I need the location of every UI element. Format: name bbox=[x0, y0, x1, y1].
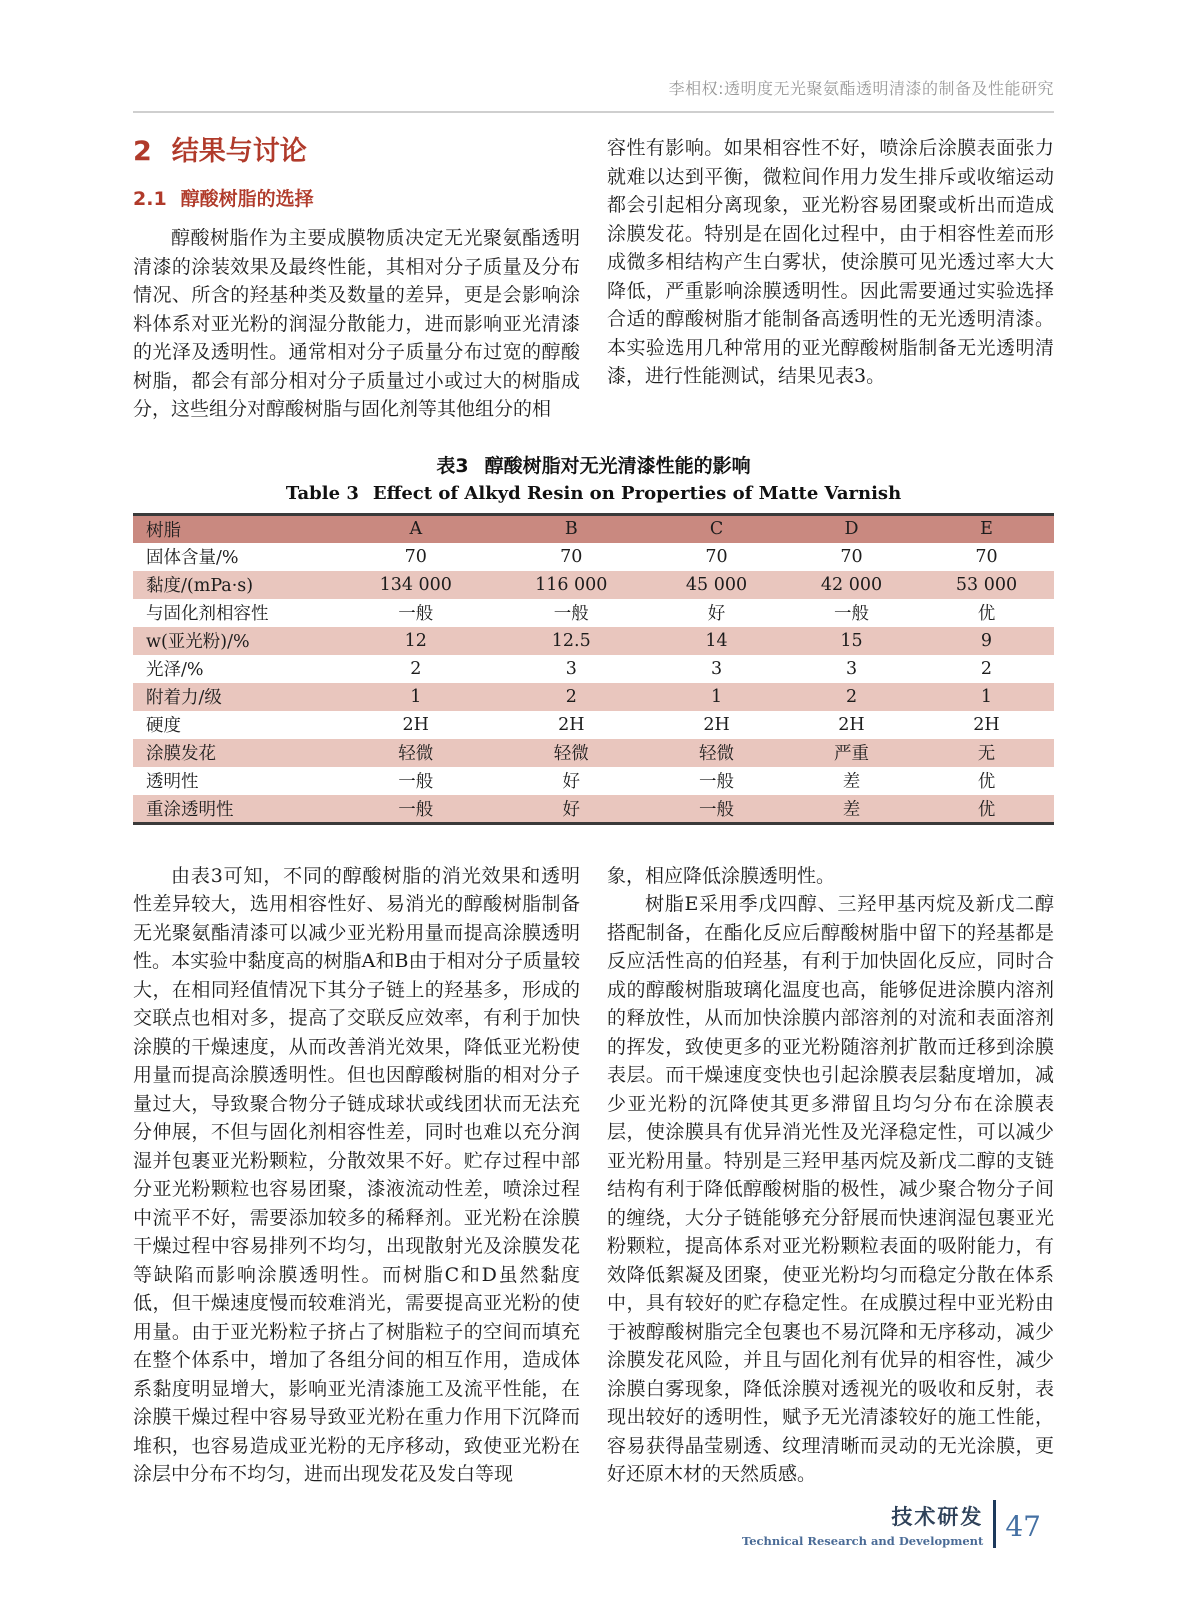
row-label: 硬度 bbox=[146, 716, 181, 736]
table-cell: 2 bbox=[845, 686, 858, 707]
table-cell: 轻微 bbox=[553, 744, 589, 764]
body-left-column bbox=[133, 862, 580, 1489]
table-cell: 2 bbox=[565, 686, 577, 707]
page-number: 47 bbox=[1005, 1509, 1041, 1543]
table-cell: 2 bbox=[410, 658, 422, 679]
page-content bbox=[133, 0, 1054, 1489]
subsection-heading bbox=[133, 184, 580, 211]
table-cell: 134 000 bbox=[379, 574, 452, 595]
row-label: 透明性 bbox=[146, 772, 199, 792]
intro-columns bbox=[133, 113, 1054, 424]
body-paragraph-left: 由表3可知，不同的醇酸树脂的消光效果和透明性差异较大，选用相容性好、易消光的醇酸树脂制备无光聚氨酯清漆可以减少亚光粉用量而提高涂膜透明性。本实验中黏度高的树脂A和B由于相对分子质量较大，在相同羟值情况下其分子链上的羟基多，形成的交联点也相对多，提高了交联反应效率，有利于加快涂膜的干燥速度，从而改善消光效果，降低亚光粉使用量而提高涂膜透明性。但也因醇酸树脂的相对分子量过大，导致聚合物分子链成球状或线团状而无法充分伸展，不但与固化剂相容性差，同时也难以充分润湿并包裹亚光粉颗粒，分散效果不好。贮存过程中部分亚光粉颗粒也容易团聚，漆液流动性差，喷涂过程中流平不好，需要添加较多的稀释剂。亚光粉在涂膜干燥过程中容易排列不均匀，出现散射光及涂膜发花等缺陷而影响涂膜透明性。而树脂C和D虽然黏度低，但干燥速度慢而较难消光，需要提高亚光粉的使用量。由于亚光粉粒子挤占了树脂粒子的空间而填充在整个体系中，增加了各组分间的相互作用，造成体系黏度明显增大，影响亚光清漆施工及流平性能，在涂膜干燥过程中容易导致亚光粉在重力作用下沉降而堆积，也容易造成亚光粉的无序移动，致使亚光粉在涂层中分布不均匀，进而出现发花及发白等现 bbox=[133, 864, 580, 1485]
table-header-cell: D bbox=[844, 519, 859, 539]
table-cell: 一般 bbox=[699, 799, 735, 820]
intro-right-column bbox=[607, 113, 1054, 424]
table-cell: 70 bbox=[404, 546, 427, 567]
body-right-column bbox=[607, 862, 1054, 1489]
row-label: 与固化剂相容性 bbox=[146, 604, 269, 624]
table-cell: 1 bbox=[710, 686, 723, 707]
row-label: 涂膜发花 bbox=[146, 744, 216, 764]
table-cell: 一般 bbox=[398, 799, 434, 820]
table-cell: 45 000 bbox=[685, 574, 748, 595]
table-cell: 2H bbox=[838, 714, 865, 735]
table-cell: 差 bbox=[842, 772, 861, 792]
table-title-en bbox=[133, 483, 1054, 504]
table-cell: 2 bbox=[980, 658, 993, 679]
table-header-cell: B bbox=[564, 519, 578, 539]
properties-table bbox=[133, 513, 1054, 825]
intro-left-column bbox=[133, 113, 580, 424]
footer-section-zh: 技术研发 bbox=[891, 1504, 984, 1529]
table-cell: 2H bbox=[402, 714, 429, 735]
table-cell: 轻微 bbox=[398, 744, 434, 764]
table-cell: 一般 bbox=[398, 772, 434, 792]
table-cell: 70 bbox=[975, 546, 998, 567]
table-title-zh bbox=[133, 451, 1054, 478]
body-paragraph-right-continuation: 象，相应降低涂膜透明性。 bbox=[607, 864, 836, 887]
table-row bbox=[133, 767, 1054, 795]
table-cell: 116 000 bbox=[535, 574, 608, 595]
row-label: 附着力/级 bbox=[146, 688, 222, 708]
table-cell: 14 bbox=[705, 630, 728, 651]
table-cell: 好 bbox=[562, 799, 581, 820]
table-number-zh: 表3 bbox=[436, 454, 469, 477]
table-row bbox=[133, 683, 1054, 711]
table-cell: 1 bbox=[410, 686, 422, 707]
table-cell: 3 bbox=[565, 658, 577, 679]
row-label: 重涂透明性 bbox=[146, 799, 234, 820]
table-cell: 一般 bbox=[398, 604, 434, 624]
table-caption-en: Effect of Alkyd Resin on Properties of Matte Varnish bbox=[372, 482, 902, 504]
row-label: 黏度/(mPa·s) bbox=[146, 576, 254, 596]
table-row bbox=[133, 739, 1054, 767]
table-row bbox=[133, 571, 1054, 599]
table-cell: 12 bbox=[404, 630, 427, 651]
table-cell: 2H bbox=[558, 714, 585, 735]
table-cell: 2H bbox=[973, 714, 1000, 735]
table-cell: 差 bbox=[842, 799, 861, 820]
footer-labels bbox=[742, 1501, 983, 1548]
footer-divider-bar bbox=[993, 1500, 996, 1548]
table-row bbox=[133, 655, 1054, 683]
body-columns bbox=[133, 862, 1054, 1489]
table-cell: 一般 bbox=[553, 604, 589, 624]
table-cell: 优 bbox=[977, 604, 996, 624]
table-cell: 1 bbox=[980, 686, 993, 707]
table-cell: 严重 bbox=[834, 744, 869, 764]
table-cell: 无 bbox=[977, 744, 996, 764]
table-row bbox=[133, 627, 1054, 655]
table-cell: 9 bbox=[980, 630, 993, 651]
row-label: 固体含量/% bbox=[146, 548, 239, 568]
row-label: w(亚光粉)/% bbox=[146, 632, 250, 652]
table-cell: 优 bbox=[977, 799, 996, 820]
table-cell: 12.5 bbox=[551, 630, 591, 651]
table-cell: 3 bbox=[845, 658, 858, 679]
table-cell: 一般 bbox=[834, 604, 869, 624]
table-row bbox=[133, 543, 1054, 571]
table-row bbox=[133, 795, 1054, 824]
table-header-cell: 树脂 bbox=[146, 520, 181, 541]
section-number: 2 bbox=[133, 136, 152, 167]
table-cell: 3 bbox=[710, 658, 723, 679]
table-row bbox=[133, 711, 1054, 739]
table-cell: 53 000 bbox=[955, 574, 1018, 595]
table-caption-zh: 醇酸树脂对无光清漆性能的影响 bbox=[484, 454, 751, 477]
running-head-title: 李相权:透明度无光聚氨酯透明清漆的制备及性能研究 bbox=[668, 79, 1054, 98]
subsection-number: 2.1 bbox=[133, 188, 167, 210]
running-head bbox=[133, 0, 1054, 113]
table-header-row bbox=[133, 514, 1054, 543]
table-cell: 2H bbox=[703, 714, 730, 735]
section-heading bbox=[133, 129, 580, 168]
table-cell: 70 bbox=[840, 546, 863, 567]
table-cell: 一般 bbox=[699, 772, 735, 792]
intro-paragraph-left: 醇酸树脂作为主要成膜物质决定无光聚氨酯透明清漆的涂装效果及最终性能，其相对分子质量及分布情况、所含的羟基种类及数量的差异，更是会影响涂料体系对亚光粉的润湿分散能力，进而影响亚光清漆的光泽及透明性。通常相对分子质量分布过宽的醇酸树脂，都会有部分相对分子质量过小或过大的树脂成分，这些组分对醇酸树脂与固化剂等其他组分的相 bbox=[133, 227, 580, 420]
footer-section-en: Technical Research and Development bbox=[741, 1533, 984, 1548]
section-title: 结果与讨论 bbox=[171, 136, 307, 167]
table-block bbox=[133, 451, 1054, 825]
table-number-en: Table 3 bbox=[285, 482, 359, 504]
table-cell: 好 bbox=[707, 604, 726, 624]
subsection-title: 醇酸树脂的选择 bbox=[180, 188, 314, 210]
table-cell: 优 bbox=[977, 772, 996, 792]
table-cell: 好 bbox=[562, 772, 581, 792]
table-cell: 70 bbox=[705, 546, 728, 567]
table-header-cell: E bbox=[980, 519, 993, 539]
body-paragraph-right: 树脂E采用季戊四醇、三羟甲基丙烷及新戊二醇搭配制备，在酯化反应后醇酸树脂中留下的羟基都是反应活性高的伯羟基，有利于加快固化反应，同时合成的醇酸树脂玻璃化温度也高，能够促进涂膜内溶剂的释放性，从而加快涂膜内部溶剂的对流和表面溶剂的挥发，致使更多的亚光粉随溶剂扩散而迁移到涂膜表层。而干燥速度变快也引起涂膜表层黏度增加，减少亚光粉的沉降使其更多滞留且均匀分布在涂膜表层，使涂膜具有优异消光性及光泽稳定性，可以减少亚光粉用量。特别是三羟甲基丙烷及新戊二醇的支链结构有利于降低醇酸树脂的极性，减少聚合物分子间的缠绕，大分子链能够充分舒展而快速润湿包裹亚光粉颗粒，提高体系对亚光粉颗粒表面的吸附能力，有效降低絮凝及团聚，使亚光粉均匀而稳定分散在体系中，具有较好的贮存稳定性。在成膜过程中亚光粉由于被醇酸树脂完全包裹也不易沉降和无序移动，减少涂膜发花风险，并且与固化剂有优异的相容性，减少涂膜白雾现象，降低涂膜对透视光的吸收和反射，表现出较好的透明性，赋予无光清漆较好的施工性能，容易获得晶莹剔透、纹理清晰而灵动的无光涂膜，更好还原木材的天然质感。 bbox=[607, 893, 1054, 1485]
table-cell: 15 bbox=[840, 630, 863, 651]
table-header-cell: A bbox=[409, 519, 423, 539]
table-header-cell: C bbox=[709, 519, 724, 539]
row-label: 光泽/% bbox=[146, 660, 204, 680]
table-cell: 轻微 bbox=[699, 744, 735, 764]
table-cell: 70 bbox=[560, 546, 583, 567]
intro-paragraph-right: 容性有影响。如果相容性不好，喷涂后涂膜表面张力就难以达到平衡，微粒间作用力发生排斥或收缩运动都会引起相分离现象，亚光粉容易团聚或析出而造成涂膜发花。特别是在固化过程中，由于相容性差而形成微多相结构产生白雾状，使涂膜可见光透过率大大降低，严重影响涂膜透明性。因此需要通过实验选择合适的醇酸树脂才能制备高透明性的无光透明清漆。本实验选用几种常用的亚光醇酸树脂制备无光透明清漆，进行性能测试，结果见表3。 bbox=[607, 137, 1054, 387]
table-row bbox=[133, 599, 1054, 627]
page-footer bbox=[742, 1500, 1041, 1548]
table-cell: 42 000 bbox=[820, 574, 883, 595]
